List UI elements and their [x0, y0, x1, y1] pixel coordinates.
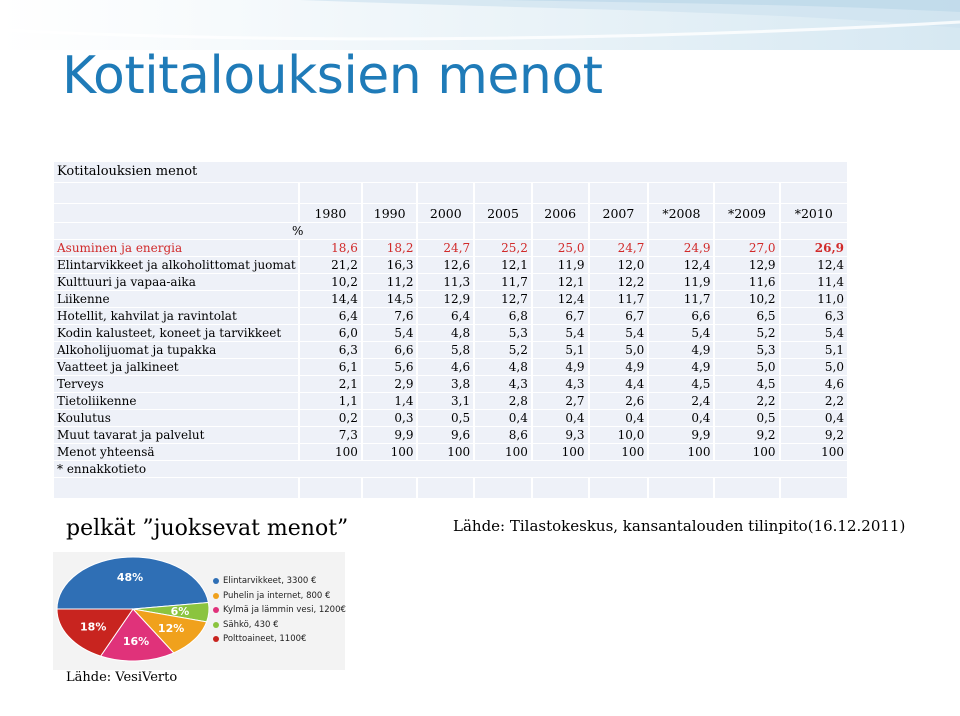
table-row — [54, 257, 847, 274]
row-label: Elintarvikkeet ja alkoholittomat juomat — [54, 257, 298, 274]
value-cell: 0,2 — [300, 410, 361, 427]
legend-item — [213, 589, 346, 604]
value-cell: 12,4 — [533, 291, 588, 308]
row-label: Tietoliikenne — [54, 393, 298, 410]
value-cell: 3,1 — [418, 393, 473, 410]
empty-cell — [300, 478, 361, 499]
empty-cell — [418, 478, 473, 499]
value-cell: 18,2 — [363, 240, 417, 257]
value-cell: 9,9 — [649, 427, 713, 444]
legend-item — [213, 603, 346, 618]
pie-slice-label: 16% — [122, 635, 150, 649]
value-cell: 12,1 — [533, 274, 588, 291]
value-cell: 11,3 — [418, 274, 473, 291]
row-label: Koulutus — [54, 410, 298, 427]
row-label: Muut tavarat ja palvelut — [54, 427, 298, 444]
value-cell: 16,3 — [363, 257, 417, 274]
value-cell: 24,9 — [649, 240, 713, 257]
value-cell: 4,6 — [781, 376, 847, 393]
value-cell: 11,6 — [715, 274, 778, 291]
value-cell: 5,3 — [475, 325, 531, 342]
pie-legend — [213, 574, 346, 647]
empty-cell — [781, 478, 847, 499]
value-cell: 4,3 — [533, 376, 588, 393]
empty-cell — [418, 183, 473, 204]
expenditure-table-container — [52, 162, 849, 499]
value-cell: 12,2 — [590, 274, 648, 291]
value-cell: 6,3 — [781, 308, 847, 325]
value-cell: 9,2 — [715, 427, 778, 444]
table-spacer-row — [54, 183, 847, 204]
value-cell: 21,2 — [300, 257, 361, 274]
empty-cell — [649, 183, 713, 204]
value-cell: 100 — [533, 444, 588, 461]
row-label: Kulttuuri ja vapaa-aika — [54, 274, 298, 291]
empty-cell — [363, 478, 417, 499]
value-cell: 6,7 — [590, 308, 648, 325]
empty-cell — [715, 223, 778, 240]
value-cell: 7,3 — [300, 427, 361, 444]
empty-cell — [533, 223, 588, 240]
value-cell: 0,5 — [418, 410, 473, 427]
value-cell: 9,3 — [533, 427, 588, 444]
legend-item — [213, 574, 346, 589]
empty-cell — [715, 183, 778, 204]
empty-cell — [418, 223, 473, 240]
value-cell: 4,9 — [533, 359, 588, 376]
legend-label: Sähkö, 430 € — [223, 619, 279, 630]
legend-dot-icon — [213, 578, 219, 584]
year-header-row — [54, 204, 847, 223]
table-row — [54, 308, 847, 325]
value-cell: 25,2 — [475, 240, 531, 257]
value-cell: 100 — [300, 444, 361, 461]
empty-cell — [363, 183, 417, 204]
value-cell: 12,4 — [649, 257, 713, 274]
value-cell: 4,6 — [418, 359, 473, 376]
value-cell: 11,7 — [590, 291, 648, 308]
value-cell: 100 — [475, 444, 531, 461]
pie-slice-label: 12% — [157, 622, 185, 635]
value-cell: 12,1 — [475, 257, 531, 274]
value-cell: 6,4 — [300, 308, 361, 325]
table-row — [54, 240, 847, 257]
empty-cell — [649, 478, 713, 499]
empty-cell — [590, 223, 648, 240]
value-cell: 12,4 — [781, 257, 847, 274]
value-cell: 6,6 — [649, 308, 713, 325]
table-row — [54, 393, 847, 410]
value-cell: 9,2 — [781, 427, 847, 444]
year-header: 2006 — [533, 204, 588, 223]
empty-cell — [590, 478, 648, 499]
value-cell: 9,9 — [363, 427, 417, 444]
empty-cell — [715, 478, 778, 499]
empty-cell — [475, 223, 531, 240]
value-cell: 4,9 — [649, 359, 713, 376]
empty-cell — [363, 223, 417, 240]
row-label: Hotellit, kahvilat ja ravintolat — [54, 308, 298, 325]
year-header: *2008 — [649, 204, 713, 223]
value-cell: 5,4 — [649, 325, 713, 342]
value-cell: 11,7 — [649, 291, 713, 308]
value-cell: 0,5 — [715, 410, 778, 427]
table-row — [54, 291, 847, 308]
empty-cell — [54, 183, 298, 204]
value-cell: 5,4 — [590, 325, 648, 342]
row-label: Kodin kalusteet, koneet ja tarvikkeet — [54, 325, 298, 342]
table-caption: Kotitalouksien menot — [54, 162, 847, 183]
year-header: *2010 — [781, 204, 847, 223]
value-cell: 2,2 — [715, 393, 778, 410]
value-cell: 2,9 — [363, 376, 417, 393]
value-cell: 2,8 — [475, 393, 531, 410]
value-cell: 2,7 — [533, 393, 588, 410]
value-cell: 11,0 — [781, 291, 847, 308]
value-cell: 5,1 — [533, 342, 588, 359]
value-cell: 5,0 — [715, 359, 778, 376]
value-cell: 18,6 — [300, 240, 361, 257]
value-cell: 6,7 — [533, 308, 588, 325]
row-label: Vaatteet ja jalkineet — [54, 359, 298, 376]
empty-cell — [475, 183, 531, 204]
row-label: Menot yhteensä — [54, 444, 298, 461]
value-cell: 8,6 — [475, 427, 531, 444]
row-label: Alkoholijuomat ja tupakka — [54, 342, 298, 359]
pie-chart — [53, 552, 213, 670]
value-cell: 12,7 — [475, 291, 531, 308]
value-cell: 2,6 — [590, 393, 648, 410]
table-row — [54, 274, 847, 291]
value-cell: 12,6 — [418, 257, 473, 274]
value-cell: 2,1 — [300, 376, 361, 393]
value-cell: 10,2 — [715, 291, 778, 308]
value-cell: 11,9 — [533, 257, 588, 274]
year-header: 2007 — [590, 204, 648, 223]
legend-label: Kylmä ja lämmin vesi, 1200€ — [223, 605, 346, 616]
legend-dot-icon — [213, 622, 219, 628]
table-row — [54, 427, 847, 444]
pie-chart-image — [53, 552, 345, 670]
empty-cell — [300, 183, 361, 204]
table-spacer-row — [54, 478, 847, 499]
table-row — [54, 325, 847, 342]
value-cell: 14,4 — [300, 291, 361, 308]
pie-slice-label: 18% — [80, 620, 107, 634]
value-cell: 5,2 — [475, 342, 531, 359]
value-cell: 10,0 — [590, 427, 648, 444]
pie-slice-label: 48% — [116, 570, 144, 584]
page-title: Kotitalouksien menot — [62, 46, 603, 106]
empty-cell — [533, 183, 588, 204]
value-cell: 6,1 — [300, 359, 361, 376]
value-cell: 11,7 — [475, 274, 531, 291]
value-cell: 2,2 — [781, 393, 847, 410]
table-row — [54, 342, 847, 359]
year-header: 1990 — [363, 204, 417, 223]
value-cell: 9,6 — [418, 427, 473, 444]
running-costs-note: pelkät ”juoksevat menot” — [66, 516, 349, 541]
value-cell: 5,6 — [363, 359, 417, 376]
value-cell: 6,8 — [475, 308, 531, 325]
value-cell: 5,0 — [781, 359, 847, 376]
table-row — [54, 410, 847, 427]
empty-cell — [475, 478, 531, 499]
legend-dot-icon — [213, 607, 219, 613]
legend-dot-icon — [213, 636, 219, 642]
value-cell: 5,0 — [590, 342, 648, 359]
table-caption-row — [54, 162, 847, 183]
unit-row — [54, 223, 847, 240]
empty-cell — [54, 478, 298, 499]
row-label: Terveys — [54, 376, 298, 393]
value-cell: 100 — [363, 444, 417, 461]
value-cell: 12,9 — [418, 291, 473, 308]
table-source-note: Lähde: Tilastokeskus, kansantalouden tilinpito(16.12.2011) — [453, 517, 906, 535]
value-cell: 100 — [418, 444, 473, 461]
value-cell: 1,4 — [363, 393, 417, 410]
value-cell: 100 — [781, 444, 847, 461]
legend-item — [213, 632, 346, 647]
row-label: Liikenne — [54, 291, 298, 308]
year-header: 2000 — [418, 204, 473, 223]
empty-cell — [781, 223, 847, 240]
row-label: Asuminen ja energia — [54, 240, 298, 257]
value-cell: 3,8 — [418, 376, 473, 393]
value-cell: 4,3 — [475, 376, 531, 393]
value-cell: 0,4 — [781, 410, 847, 427]
year-header: 1980 — [300, 204, 361, 223]
pie-slice-label: 6% — [170, 605, 190, 618]
value-cell: 5,1 — [781, 342, 847, 359]
value-cell: 26,9 — [781, 240, 847, 257]
value-cell: 0,4 — [590, 410, 648, 427]
value-cell: 4,5 — [715, 376, 778, 393]
value-cell: 6,5 — [715, 308, 778, 325]
value-cell: 5,4 — [533, 325, 588, 342]
legend-dot-icon — [213, 593, 219, 599]
value-cell: 11,2 — [363, 274, 417, 291]
legend-item — [213, 618, 346, 633]
value-cell: 5,3 — [715, 342, 778, 359]
value-cell: 4,4 — [590, 376, 648, 393]
year-header: *2009 — [715, 204, 778, 223]
year-header-corner — [54, 204, 298, 223]
year-header: 2005 — [475, 204, 531, 223]
value-cell: 0,3 — [363, 410, 417, 427]
value-cell: 5,4 — [363, 325, 417, 342]
value-cell: 12,0 — [590, 257, 648, 274]
value-cell: 4,5 — [649, 376, 713, 393]
legend-label: Puhelin ja internet, 800 € — [223, 590, 331, 601]
value-cell: 4,9 — [649, 342, 713, 359]
unit-label: % — [54, 223, 361, 240]
value-cell: 0,4 — [533, 410, 588, 427]
value-cell: 6,0 — [300, 325, 361, 342]
value-cell: 0,4 — [475, 410, 531, 427]
value-cell: 5,4 — [781, 325, 847, 342]
value-cell: 100 — [590, 444, 648, 461]
value-cell: 2,4 — [649, 393, 713, 410]
empty-cell — [649, 223, 713, 240]
table-row — [54, 444, 847, 461]
value-cell: 24,7 — [418, 240, 473, 257]
value-cell: 6,3 — [300, 342, 361, 359]
table-row — [54, 376, 847, 393]
empty-cell — [590, 183, 648, 204]
value-cell: 27,0 — [715, 240, 778, 257]
footnote: * ennakkotieto — [54, 461, 847, 478]
empty-cell — [781, 183, 847, 204]
value-cell: 6,6 — [363, 342, 417, 359]
pie-source-note: Lähde: VesiVerto — [66, 670, 178, 685]
expenditure-table — [52, 162, 849, 499]
footnote-row — [54, 461, 847, 478]
value-cell: 1,1 — [300, 393, 361, 410]
value-cell: 5,8 — [418, 342, 473, 359]
top-decorative-band — [0, 0, 960, 50]
value-cell: 4,8 — [475, 359, 531, 376]
value-cell: 12,9 — [715, 257, 778, 274]
legend-label: Elintarvikkeet, 3300 € — [223, 576, 317, 587]
value-cell: 24,7 — [590, 240, 648, 257]
value-cell: 4,9 — [590, 359, 648, 376]
table-row — [54, 359, 847, 376]
value-cell: 5,2 — [715, 325, 778, 342]
value-cell: 11,4 — [781, 274, 847, 291]
value-cell: 10,2 — [300, 274, 361, 291]
value-cell: 11,9 — [649, 274, 713, 291]
value-cell: 25,0 — [533, 240, 588, 257]
value-cell: 14,5 — [363, 291, 417, 308]
value-cell: 4,8 — [418, 325, 473, 342]
value-cell: 6,4 — [418, 308, 473, 325]
value-cell: 100 — [649, 444, 713, 461]
empty-cell — [533, 478, 588, 499]
legend-label: Polttoaineet, 1100€ — [223, 634, 307, 645]
value-cell: 0,4 — [649, 410, 713, 427]
value-cell: 7,6 — [363, 308, 417, 325]
value-cell: 100 — [715, 444, 778, 461]
